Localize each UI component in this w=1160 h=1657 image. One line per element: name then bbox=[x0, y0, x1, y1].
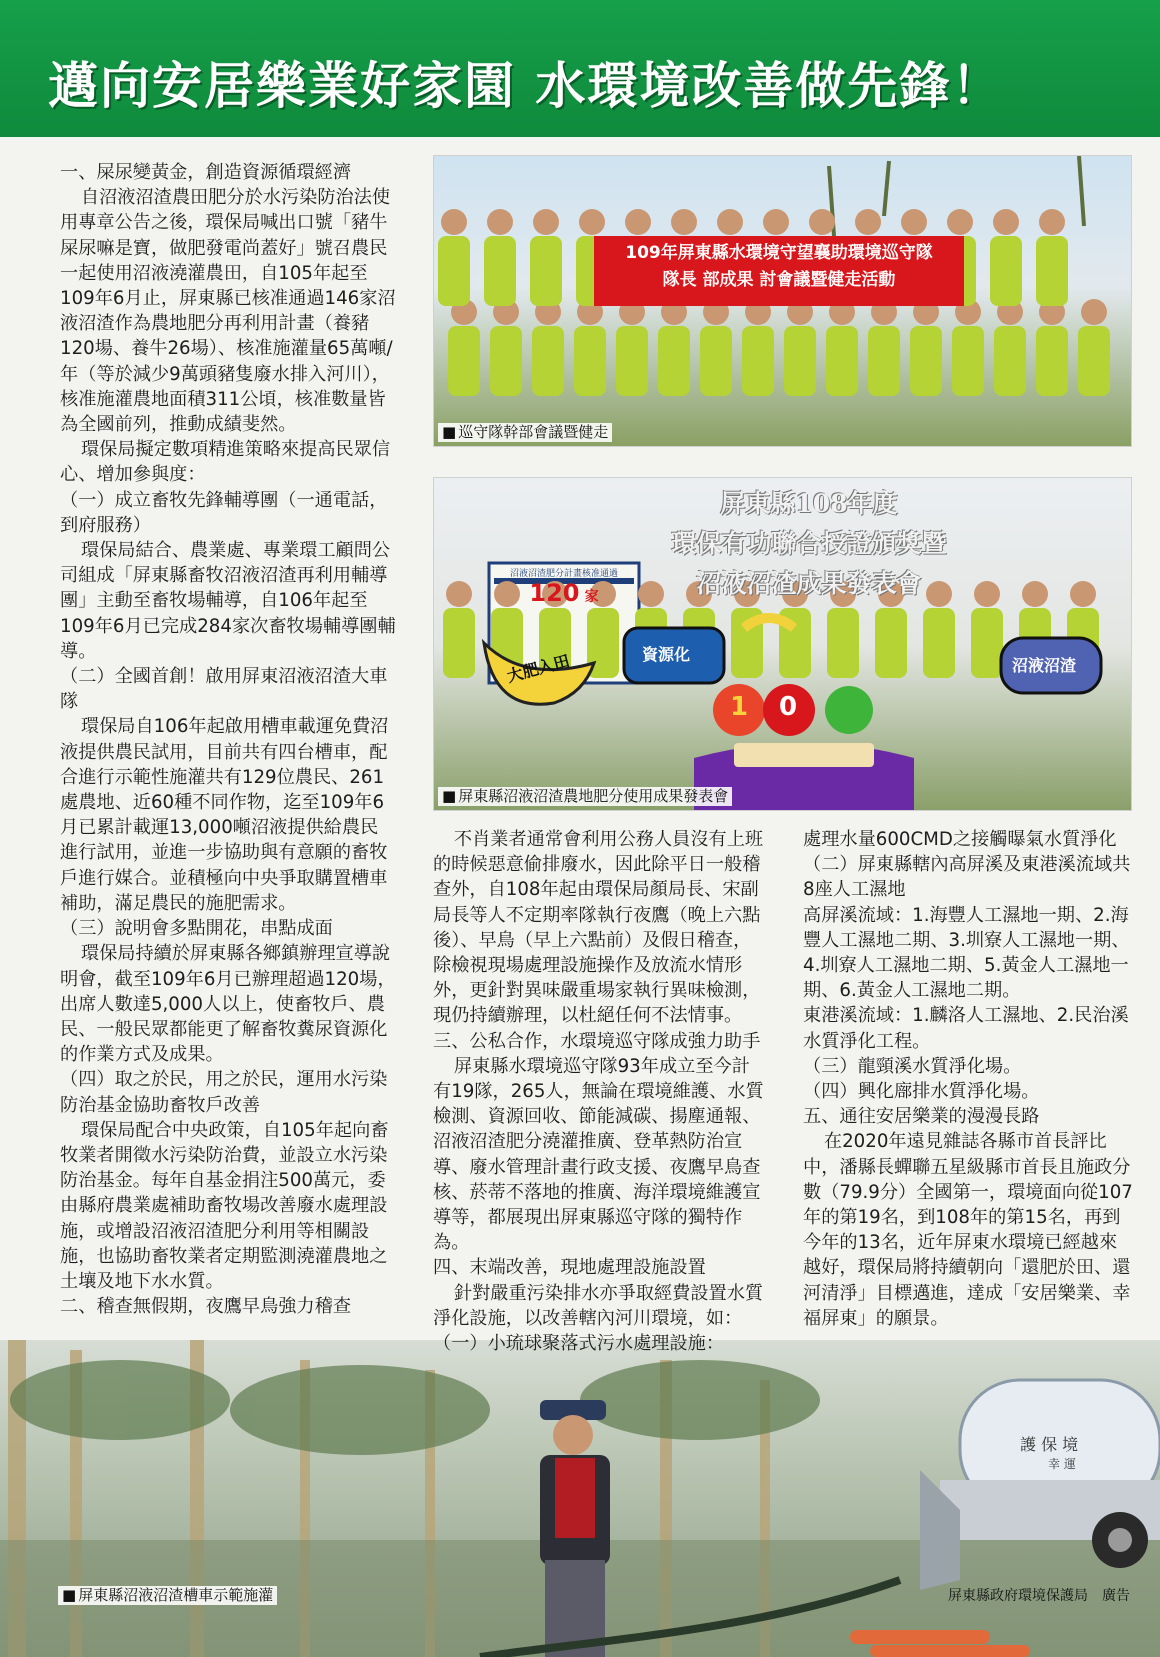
person-head bbox=[1022, 581, 1048, 607]
truck-label-line2: 幸 運 bbox=[1048, 1457, 1076, 1471]
body-paragraph: 環保局擬定數項精進策略來提高民眾信心、增加參與度： bbox=[60, 439, 391, 486]
person-figure bbox=[658, 326, 690, 396]
person-figure bbox=[574, 326, 606, 396]
section-heading: （四）興化廍排水質淨化場。 bbox=[803, 1081, 1040, 1103]
person-head bbox=[855, 209, 881, 235]
photo-caption: ■ 巡守隊幹部會議暨健走 bbox=[438, 423, 612, 442]
section-heading: （三）說明會多點開花，串點成面 bbox=[60, 918, 333, 940]
patrol-team-illustration bbox=[434, 156, 1131, 446]
section-heading: 二、稽查無假期，夜鷹早鳥強力稽查 bbox=[60, 1296, 352, 1318]
section-heading: 高屏溪流域：1.海豐人工濕地一期、2.海豐人工濕地二期、3.圳寮人工濕地一期、4.圳寮人工濕地二期、5.黃金人工濕地一期、6.黃金人工濕地二期。 bbox=[803, 904, 1130, 1002]
truck-label-line1: 護 保 境 bbox=[1020, 1435, 1079, 1454]
person-figure bbox=[952, 326, 984, 396]
person-figure bbox=[826, 326, 858, 396]
person-head bbox=[487, 209, 513, 235]
tanker-demo-illustration bbox=[0, 1340, 1160, 1657]
header-banner bbox=[0, 0, 1160, 137]
section-heading: 四、末端改善，現地處理設施設置 bbox=[433, 1257, 706, 1279]
pig-sign: 沼液沼渣 bbox=[1012, 656, 1077, 675]
publisher-credit: 屏東縣政府環境保護局 廣告 bbox=[948, 1588, 1130, 1604]
section-heading: （一）小琉球聚落式污水處理設施： bbox=[433, 1333, 725, 1355]
person-figure bbox=[484, 236, 516, 306]
photo-caption: ■ 屏東縣沼液沼渣槽車示範施灌 bbox=[58, 1586, 277, 1605]
person-figure bbox=[910, 326, 942, 396]
body-paragraph: 不肖業者通常會利用公務人員沒有上班的時候惡意偷排廢水，因此除平日一般稽查外，自108年起由環保局顏局長、宋副局長等人不定期率隊執行夜鷹（晚上六點後）、早鳥（早上六點前）及假日稽查，除檢視現場處理設施操作及放流水情形外，更針對異味嚴重場家執行異味檢測，現仍持續辦理，以杜絕任何不法情事。 bbox=[433, 829, 764, 1027]
section-heading: （三）龍頸溪水質淨化場。 bbox=[803, 1055, 1022, 1077]
section-heading: （一）成立畜牧先鋒輔導團（一通電話，到府服務） bbox=[60, 489, 388, 536]
section-heading: 五、通往安居樂業的漫漫長路 bbox=[803, 1106, 1040, 1128]
person-figure bbox=[923, 608, 955, 678]
person-figure bbox=[971, 608, 1003, 678]
person-figure bbox=[742, 326, 774, 396]
body-paragraph: 在2020年遠見雜誌各縣市首長評比中，潘縣長蟬聯五星級縣市首長且施政分數（79.9分）全國第一，環境面向從107年的第19名，到108年的第15名，再到今年的13名，近年屏東水環境已經越來越好，環保局將持續朝向「還肥於田、還河清淨」目標邁進，達成「安居樂業、幸福屏東」的願景。 bbox=[803, 1131, 1133, 1329]
body-paragraph: 環保局結合、農業處、專業環工顧問公司組成「屏東縣畜牧沼液沼渣再利用輔導團」主動至畜牧場輔導，自106年起至109年6月已完成284家次畜牧場輔導團輔導。 bbox=[60, 540, 396, 662]
section-heading: 一、屎尿變黃金，創造資源循環經濟 bbox=[60, 162, 352, 183]
person-head bbox=[625, 209, 651, 235]
person-figure bbox=[994, 326, 1026, 396]
banner-line-2: 隊長 部成果 討會議暨健走活動 bbox=[662, 270, 896, 290]
person-head bbox=[671, 209, 697, 235]
patrol-team-photo bbox=[433, 155, 1132, 447]
page-title: 邁向安居樂業好家園 水環境改善做先鋒！ bbox=[48, 57, 1004, 115]
person-figure bbox=[438, 236, 470, 306]
article-column-3 bbox=[803, 827, 1133, 1331]
section-heading: 東港溪流域：1.麟洛人工濕地、2.民治溪水質淨化工程。 bbox=[803, 1005, 1129, 1052]
event-banner bbox=[596, 240, 962, 294]
person-head bbox=[763, 209, 789, 235]
person-head bbox=[901, 209, 927, 235]
section-heading: （二）屏東縣轄內高屏溪及東港溪流域共8座人工濕地 bbox=[803, 854, 1131, 901]
person-head bbox=[1081, 299, 1107, 325]
person-figure bbox=[700, 326, 732, 396]
banana-sign: 大肥入田 bbox=[504, 651, 572, 686]
person-head bbox=[579, 209, 605, 235]
person-head bbox=[441, 209, 467, 235]
approval-board bbox=[492, 566, 636, 607]
body-paragraph: 環保局配合中央政策，自105年起向畜牧業者開徵水污染防治費，並設立水污染防治基金。每年自基金捐注500萬元，委由縣府農業處補助畜牧場改善廢水處理設施，或增設沼液沼渣肥分利用等相關設施，也協助畜牧業者定期監測澆灌農地之土壤及地下水水質。 bbox=[60, 1119, 389, 1292]
person-head bbox=[809, 209, 835, 235]
person-head bbox=[717, 209, 743, 235]
person-figure bbox=[1036, 326, 1068, 396]
balloon-0: 0 bbox=[779, 692, 798, 722]
results-presentation-photo bbox=[433, 477, 1132, 811]
section-heading: 處理水量600CMD之接觸曝氣水質淨化 bbox=[803, 829, 1117, 850]
section-heading: （四）取之於民，用之於民，運用水污染防治基金協助畜牧戶改善 bbox=[60, 1069, 388, 1116]
person-figure bbox=[532, 326, 564, 396]
person-figure bbox=[490, 326, 522, 396]
person-figure bbox=[784, 326, 816, 396]
board-unit: 家 bbox=[584, 589, 599, 605]
person-figure bbox=[616, 326, 648, 396]
balloon-1: 1 bbox=[730, 692, 749, 722]
person-figure bbox=[875, 608, 907, 678]
event-title-line-2: 環保有功聯合授證頒獎暨 bbox=[671, 529, 947, 558]
event-title bbox=[594, 484, 1024, 604]
photo-caption: ■ 屏東縣沼液沼渣農地肥分使用成果發表會 bbox=[438, 787, 732, 806]
person-figure bbox=[868, 326, 900, 396]
body-paragraph: 環保局自106年起啟用槽車載運免費沼液提供農民試用，目前共有四台槽車，配合進行示範性施灌共有129位農民、261處農地、近60種不同作物，迄至109年6月已累計載運13,000噸沼液提供給農民進行試用，並進一步協助與有意願的畜牧戶進行媒合。並積極向中央爭取購置槽車補助，滿足農民的施肥需求。 bbox=[60, 716, 389, 914]
body-paragraph: 自沼液沼渣農田肥分於水污染防治法使用專章公告之後，環保局喊出口號「豬牛屎尿嘛是寶，做肥發電尚蓋好」號召農民一起使用沼液澆灌農田，自105年起至109年6月止，屏東縣已核准通過146家沼液沼渣作為農地肥分再利用計畫（養豬120場、養牛26場）、核准施灌量65萬噸/年（等於減少9萬頭豬隻廢水排入河川），核准施灌農地面積311公頃，核准數量皆為全國前列，推動成績斐然。 bbox=[60, 187, 396, 436]
article-column-1 bbox=[60, 160, 396, 1319]
body-paragraph: 屏東縣水環境巡守隊93年成立至今計有19隊，265人，無論在環境維護、水質檢測、資源回收、節能減碳、揚塵通報、沼液沼渣肥分澆灌推廣、登革熱防治宣導、廢水管理計畫行政支援、夜鷹早鳥查核、菸蒂不落地的推廣、海洋環境維護宣導等，都展現出屏東縣巡守隊的獨特作為。 bbox=[433, 1055, 764, 1254]
person-head bbox=[993, 209, 1019, 235]
person-head bbox=[533, 209, 559, 235]
person-head bbox=[1039, 209, 1065, 235]
body-paragraph: 針對嚴重污染排水亦爭取經費設置水質淨化設施，以改善轄內河川環境，如： bbox=[433, 1282, 764, 1329]
person-figure bbox=[827, 608, 859, 678]
cow-sign: 資源化 bbox=[642, 645, 691, 664]
section-heading: 三、公私合作，水環境巡守隊成強力助手 bbox=[433, 1030, 761, 1052]
person-head bbox=[1070, 581, 1096, 607]
body-paragraph: 環保局持續於屏東縣各鄉鎮辦理宣導說明會，截至109年6月已辦理超過120場，出席人數達5,000人以上，使畜牧戶、農民、一般民眾都能更了解畜牧糞尿資源化的作業方式及成果。 bbox=[60, 943, 396, 1066]
person-head bbox=[446, 581, 472, 607]
person-figure bbox=[990, 236, 1022, 306]
banner-line-1: 109年屏東縣水環境守望襄助環境巡守隊 bbox=[625, 243, 933, 263]
person-head bbox=[947, 209, 973, 235]
event-title-line-1: 屏東縣108年度 bbox=[720, 489, 898, 518]
person-figure bbox=[1036, 236, 1068, 306]
truck-label bbox=[1020, 1432, 1078, 1472]
person-figure bbox=[530, 236, 562, 306]
person-figure bbox=[448, 326, 480, 396]
board-title: 沼液沼渣肥分計畫核准通過 bbox=[509, 569, 618, 579]
tanker-demo-photo bbox=[0, 1340, 1160, 1657]
board-number: 120 bbox=[529, 579, 580, 607]
person-figure bbox=[443, 608, 475, 678]
section-heading: （二）全國首創！啟用屏東沼液沼渣大車隊 bbox=[60, 666, 388, 713]
event-title-line-3: 沼液沼渣成果發表會 bbox=[696, 569, 922, 598]
article-column-2 bbox=[433, 827, 765, 1356]
person-figure bbox=[1078, 326, 1110, 396]
